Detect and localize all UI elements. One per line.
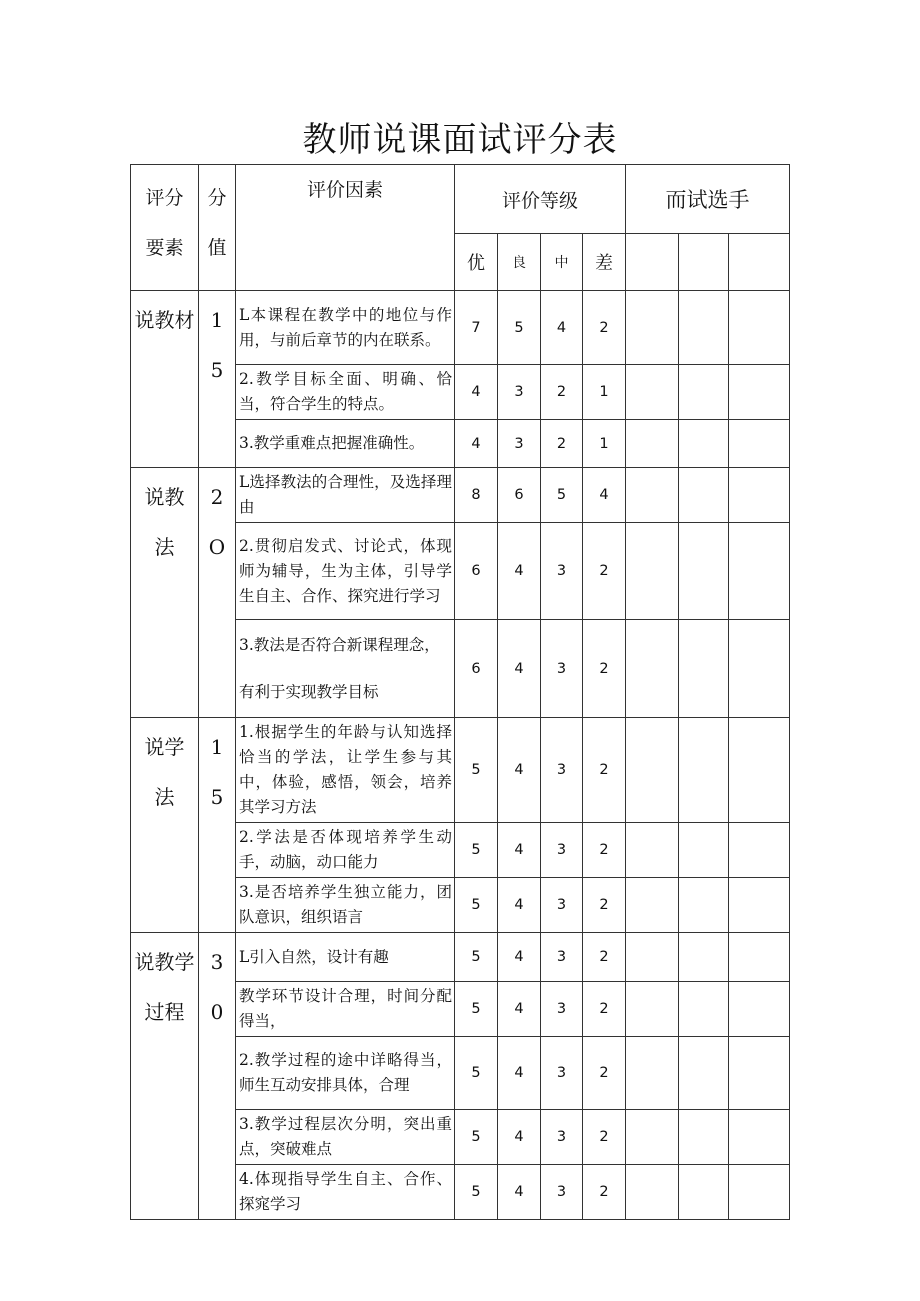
category-label: 说教学 [134,950,195,974]
candidate-score-cell[interactable] [679,823,729,878]
candidate-score-cell[interactable] [729,878,790,933]
candidate-cell[interactable] [679,234,729,291]
grade-good: 良 [498,234,541,291]
candidate-score-cell[interactable] [729,468,790,523]
score-cell [199,718,236,933]
score-digit: 2 [210,485,224,509]
factor-cell [236,878,455,933]
grade-value: 3 [541,878,583,933]
factor-text: 2.教学过程的途中详略得当，师生互动安排具体，合理 [239,1051,452,1094]
factor-cell [236,982,455,1037]
header-category-line1: 评分 [145,187,184,209]
score-digit: 1 [210,735,224,759]
category-label: 法 [154,785,175,809]
grade-excellent: 优 [455,234,498,291]
score-cell [199,468,236,718]
factor-text: 教学环节设计合理，时间分配得当， [239,987,452,1030]
candidate-score-cell[interactable] [626,1037,679,1110]
factor-cell [236,1165,455,1220]
grade-value: 4 [498,523,541,620]
factor-cell [236,718,455,823]
header-category-line2: 要素 [145,237,184,259]
grade-value: 1 [583,365,626,420]
grade-value: 5 [455,823,498,878]
grade-medium: 中 [541,234,583,291]
candidate-score-cell[interactable] [679,718,729,823]
grade-value: 2 [583,523,626,620]
grade-value: 5 [455,1165,498,1220]
factor-text: 3.教学重难点把握准确性。 [239,434,425,452]
grade-value: 2 [583,933,626,982]
candidate-score-cell[interactable] [679,878,729,933]
factor-cell [236,933,455,982]
grade-value: 5 [455,982,498,1037]
page-title: 教师说课面试评分表 [302,120,618,160]
grade-value: 4 [498,878,541,933]
candidate-score-cell[interactable] [679,620,729,718]
candidate-score-cell[interactable] [729,1037,790,1110]
candidate-score-cell[interactable] [626,982,679,1037]
candidate-score-cell[interactable] [626,933,679,982]
grade-value: 5 [498,291,541,365]
score-cell [199,933,236,1220]
candidate-score-cell[interactable] [679,468,729,523]
factor-text: 1.根据学生的年龄与认知选择恰当的学法，让学生参与其中，体验，感悟，领会，培养其学习方法 [239,723,452,816]
candidate-score-cell[interactable] [626,523,679,620]
category-cell [131,933,199,1220]
candidate-score-cell[interactable] [626,365,679,420]
header-score-line2: 值 [207,237,227,259]
grade-value: 2 [583,718,626,823]
score-cell [199,291,236,468]
grade-value: 2 [583,1165,626,1220]
factor-text-continued: 有利于实现教学目标 [239,682,379,701]
candidate-score-cell[interactable] [729,718,790,823]
factor-text: 2.教学目标全面、明确、恰当，符合学生的特点。 [239,370,452,413]
table-body [131,165,790,1220]
grade-value: 4 [498,1110,541,1165]
candidate-score-cell[interactable] [626,420,679,468]
category-cell [131,718,199,933]
grade-value: 3 [541,523,583,620]
table-row [131,718,790,823]
candidate-score-cell[interactable] [729,1165,790,1220]
candidate-score-cell[interactable] [626,1110,679,1165]
score-digit: 1 [210,308,224,332]
category-label: 说教材 [134,308,195,332]
grade-value: 4 [498,982,541,1037]
candidate-score-cell[interactable] [729,982,790,1037]
factor-text: 2.学法是否体现培养学生动手，动脑，动口能力 [239,828,452,871]
table-row [131,468,790,523]
factor-cell [236,365,455,420]
factor-text: 3.教学过程层次分明，突出重点，突破难点 [239,1115,452,1158]
grade-value: 2 [583,982,626,1037]
candidate-score-cell[interactable] [679,365,729,420]
header-score [199,165,236,291]
grade-value: 7 [455,291,498,365]
header-grade-group: 评价等级 [455,165,626,234]
candidate-score-cell[interactable] [679,291,729,365]
candidate-score-cell[interactable] [729,420,790,468]
table-row [131,291,790,365]
score-digit: 5 [210,785,224,809]
candidate-score-cell[interactable] [626,620,679,718]
header-candidate: 而试选手 [626,165,790,234]
header-score-line1: 分 [207,187,227,209]
grade-value: 8 [455,468,498,523]
grade-value: 4 [455,420,498,468]
factor-text: 2.贯彻启发式、讨论式，体现师为辅导，生为主体，引导学生自主、合作、探究进行学习 [239,536,452,605]
grade-value: 2 [583,1037,626,1110]
grade-value: 3 [541,1165,583,1220]
factor-cell [236,620,455,718]
category-label: 过程 [144,1000,185,1024]
factor-text: L引入自然，设计有趣 [239,947,389,966]
candidate-cell[interactable] [729,234,790,291]
candidate-score-cell[interactable] [626,823,679,878]
candidate-score-cell[interactable] [729,620,790,718]
factor-cell [236,1037,455,1110]
candidate-cell[interactable] [626,234,679,291]
header-row-1 [131,165,790,234]
score-digit: O [208,535,226,559]
grade-value: 6 [498,468,541,523]
candidate-score-cell[interactable] [679,1165,729,1220]
grade-value: 3 [541,620,583,718]
grade-value: 3 [541,1110,583,1165]
grade-value: 4 [498,718,541,823]
candidate-score-cell[interactable] [679,982,729,1037]
factor-cell [236,823,455,878]
factor-cell [236,291,455,365]
grade-value: 2 [583,823,626,878]
candidate-score-cell[interactable] [729,933,790,982]
factor-text: 3.教法是否符合新课程理念， [239,635,440,654]
grade-value: 2 [583,620,626,718]
factor-cell [236,1110,455,1165]
grade-value: 4 [498,933,541,982]
header-factor: 评价因素 [236,165,455,291]
category-cell [131,468,199,718]
grade-value: 5 [455,878,498,933]
candidate-score-cell[interactable] [729,823,790,878]
score-digit: 5 [210,358,224,382]
factor-cell [236,468,455,523]
grade-value: 2 [583,1110,626,1165]
candidate-score-cell[interactable] [729,365,790,420]
candidate-score-cell[interactable] [626,468,679,523]
grade-value: 4 [455,365,498,420]
grade-value: 4 [498,1037,541,1110]
grade-value: 6 [455,620,498,718]
grade-value: 4 [583,468,626,523]
grade-value: 3 [541,1037,583,1110]
grade-value: 2 [541,365,583,420]
grade-value: 3 [541,933,583,982]
grade-value: 6 [455,523,498,620]
candidate-score-cell[interactable] [679,933,729,982]
grade-value: 5 [455,933,498,982]
grade-value: 4 [498,823,541,878]
grade-value: 4 [541,291,583,365]
grade-value: 5 [541,468,583,523]
grade-value: 4 [498,1165,541,1220]
score-digit: 0 [210,1000,224,1024]
grade-value: 3 [541,982,583,1037]
candidate-score-cell[interactable] [679,1037,729,1110]
grade-value: 5 [455,718,498,823]
factor-cell [236,420,455,468]
grade-value: 2 [583,878,626,933]
grade-value: 3 [541,823,583,878]
candidate-score-cell[interactable] [626,878,679,933]
factor-text: L本课程在教学中的地位与作用，与前后章节的内在联系。 [239,305,452,349]
score-table [130,164,790,1220]
grade-value: 2 [541,420,583,468]
grade-value: 3 [498,420,541,468]
candidate-score-cell[interactable] [626,718,679,823]
grade-value: 5 [455,1110,498,1165]
category-label: 说学 [144,735,185,759]
factor-text: L选择教法的合理性，及选择理由 [239,473,452,516]
grade-value: 1 [583,420,626,468]
line-gap [239,658,452,680]
grade-value: 2 [583,291,626,365]
factor-text: 4.体现指导学生自主、合作、探窕学习 [239,1170,452,1213]
candidate-score-cell[interactable] [679,523,729,620]
candidate-score-cell[interactable] [626,291,679,365]
grade-value: 3 [498,365,541,420]
category-label: 说教 [144,485,185,509]
grade-value: 5 [455,1037,498,1110]
category-cell [131,291,199,468]
candidate-score-cell[interactable] [729,291,790,365]
candidate-score-cell[interactable] [729,1110,790,1165]
factor-text: 3.是否培养学生独立能力，团队意识，组织语言 [239,883,452,926]
candidate-score-cell[interactable] [679,1110,729,1165]
candidate-score-cell[interactable] [626,1165,679,1220]
score-digit: 3 [210,950,224,974]
table-row [131,933,790,982]
candidate-score-cell[interactable] [679,420,729,468]
category-label: 法 [154,535,175,559]
grade-value: 4 [498,620,541,718]
factor-cell [236,523,455,620]
header-category [131,165,199,291]
candidate-score-cell[interactable] [729,523,790,620]
grade-value: 3 [541,718,583,823]
grade-poor: 差 [583,234,626,291]
